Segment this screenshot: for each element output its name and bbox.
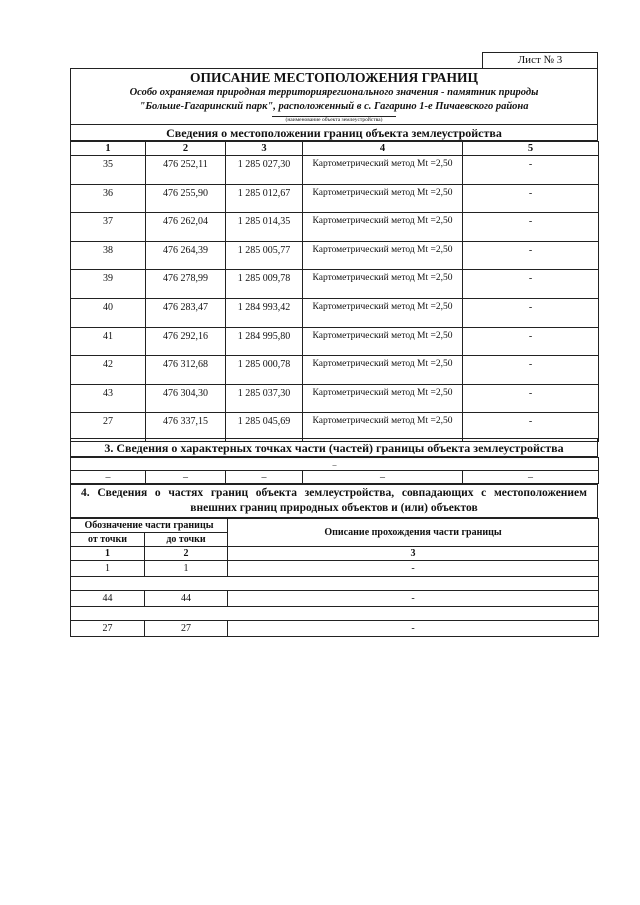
method: Картометрический метод Mt =2,50 [303,298,463,327]
dash-cell: – [71,471,146,484]
point-number: 39 [71,270,146,299]
col-header: 4 [303,142,463,156]
coord-y: 1 284 993,42 [226,298,303,327]
note: - [463,213,599,242]
coord-x: 476 252,11 [146,156,226,185]
to-point: 1 [145,561,228,577]
point-number: 37 [71,213,146,242]
table-row [71,184,599,213]
section4-heading: 4. Сведения о частях границ объекта землеустройства, совпадающих с местоположением внешних границ природных объектов и (или) объектов [70,484,598,518]
coord-y: 1 285 045,69 [226,413,303,442]
boundary-points-table [70,141,599,442]
table-row [71,327,599,356]
point-number: 27 [71,413,146,442]
method: Картометрический метод Mt =2,50 [303,384,463,413]
col-number: 3 [228,547,599,561]
method: Картометрический метод Mt =2,50 [303,184,463,213]
boundary-parts-table [70,518,599,637]
col-header: 3 [226,142,303,156]
object-caption [70,116,598,124]
method: Картометрический метод Mt =2,50 [303,156,463,185]
point-number: 36 [71,184,146,213]
coord-y: 1 285 005,77 [226,241,303,270]
table-header-row [71,142,599,156]
coord-x: 476 283,47 [146,298,226,327]
method: Картометрический метод Mt =2,50 [303,413,463,442]
method: Картометрический метод Mt =2,50 [303,241,463,270]
col-from-header: от точки [71,533,145,547]
spacer-cell [71,607,599,621]
table-row [71,561,599,577]
table-row [71,270,599,299]
coord-y: 1 284 995,80 [226,327,303,356]
coord-x: 476 262,04 [146,213,226,242]
col-desc-header: Описание прохождения части границы [228,519,599,547]
method: Картометрический метод Mt =2,50 [303,270,463,299]
section1-heading: Сведения о местоположении границ объекта землеустройства [70,124,598,141]
note: - [463,156,599,185]
spacer-row [71,577,599,591]
from-point: 44 [71,591,145,607]
method: Картометрический метод Mt =2,50 [303,327,463,356]
object-description [70,85,598,118]
table-row [71,156,599,185]
col-group-header: Обозначение части границы [71,519,228,533]
method: Картометрический метод Mt =2,50 [303,213,463,242]
note: - [463,356,599,385]
description: - [228,561,599,577]
table-row [71,356,599,385]
note: - [463,384,599,413]
empty-marker: – [71,458,599,471]
coord-y: 1 285 037,30 [226,384,303,413]
point-number: 41 [71,327,146,356]
coord-x: 476 278,99 [146,270,226,299]
to-point: 27 [145,621,228,637]
spacer-row [71,607,599,621]
col-to-header: до точки [145,533,228,547]
dash-cell: – [303,471,463,484]
partial-points-table [70,457,599,484]
coord-x: 476 304,30 [146,384,226,413]
caption-text: (наименование объекта землеустройства) [272,116,397,123]
coord-x: 476 255,90 [146,184,226,213]
point-number: 35 [71,156,146,185]
coord-x: 476 292,16 [146,327,226,356]
coord-x: 476 337,15 [146,413,226,442]
method: Картометрический метод Mt =2,50 [303,356,463,385]
dash-cell: – [146,471,226,484]
spacer-cell [71,577,599,591]
sheet-number: Лист № 3 [482,52,598,69]
note: - [463,298,599,327]
coord-y: 1 285 000,78 [226,356,303,385]
table-row [71,471,599,484]
point-number: 38 [71,241,146,270]
dash-cell: – [463,471,599,484]
note: - [463,241,599,270]
col-header: 5 [463,142,599,156]
to-point: 44 [145,591,228,607]
table-row [71,298,599,327]
coord-y: 1 285 009,78 [226,270,303,299]
description: - [228,621,599,637]
table-header-row [71,547,599,561]
table-row [71,213,599,242]
coord-x: 476 264,39 [146,241,226,270]
col-header: 1 [71,142,146,156]
col-number: 1 [71,547,145,561]
point-number: 43 [71,384,146,413]
point-number: 40 [71,298,146,327]
note: - [463,413,599,442]
coord-x: 476 312,68 [146,356,226,385]
subtitle-line-2: "Больше-Гагаринский парк", расположенный в с. Гагарино 1-е Пичаевского района [139,101,529,112]
note: - [463,184,599,213]
col-number: 2 [145,547,228,561]
note: - [463,270,599,299]
coord-y: 1 285 027,30 [226,156,303,185]
dash-cell: – [226,471,303,484]
table-row [71,591,599,607]
from-point: 1 [71,561,145,577]
page-title: ОПИСАНИЕ МЕСТОПОЛОЖЕНИЯ ГРАНИЦ [70,68,598,85]
table-row [71,384,599,413]
coord-y: 1 285 014,35 [226,213,303,242]
coord-y: 1 285 012,67 [226,184,303,213]
subtitle-line-1: Особо охраняемая природная территориярегионального значения - памятник природы [129,87,539,98]
note: - [463,327,599,356]
point-number: 42 [71,356,146,385]
section3-heading: 3. Сведения о характерных точках части (частей) границы объекта землеустройства [70,438,598,457]
from-point: 27 [71,621,145,637]
table-row [71,621,599,637]
table-row [71,458,599,471]
table-row [71,241,599,270]
col-header: 2 [146,142,226,156]
description: - [228,591,599,607]
table-header-row [71,519,599,533]
